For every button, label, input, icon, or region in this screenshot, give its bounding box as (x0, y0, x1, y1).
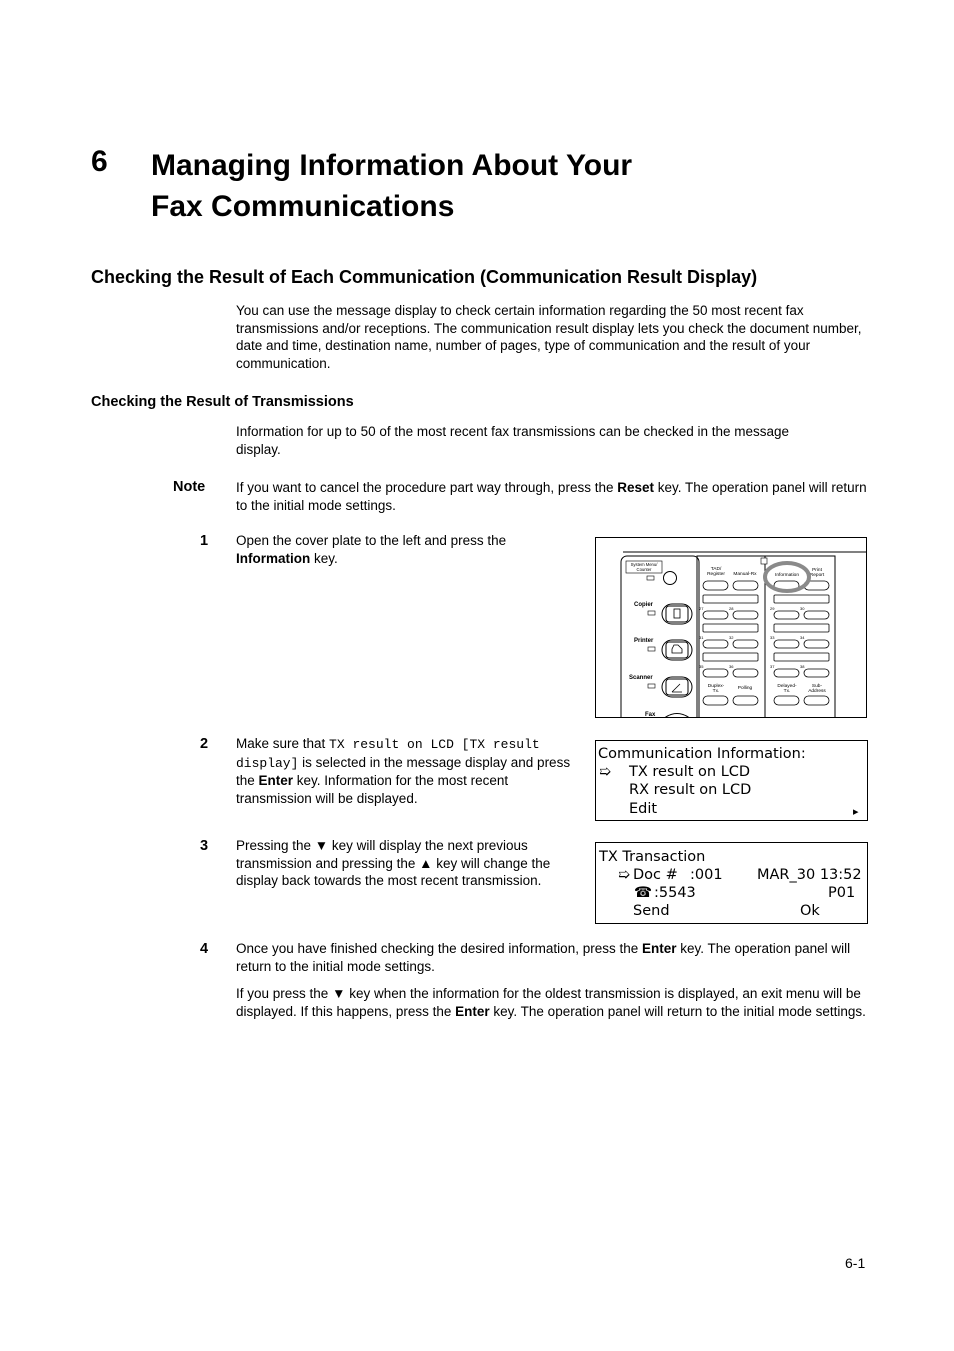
note-text-b: key. The operation panel will return to the initial mode settings. (236, 480, 867, 513)
step-4-text (236, 940, 868, 975)
step-4-text-a: Once you have finished checking the desired information, press the (236, 941, 642, 956)
step-2-code: TX result on LCD [TX result display] (236, 737, 540, 771)
lcd-result: Ok (800, 903, 820, 919)
step-1-text (236, 532, 566, 567)
step-3-number: 3 (200, 838, 209, 854)
step-4-text-b: key. The operation panel will return to the initial mode settings. (236, 941, 851, 974)
lcd-communication-menu (595, 740, 868, 821)
selection-arrow-icon: ➯ (599, 764, 612, 780)
panel-label-printer: Printer (634, 638, 654, 644)
step-2-key: Enter (258, 773, 294, 788)
panel-label-counter: Counter (636, 567, 652, 572)
one-touch-label: 35 (699, 664, 704, 669)
panel-label-fax: Fax (645, 712, 656, 718)
panel-label-address: Address (808, 689, 826, 694)
panel-label-report: Report (809, 573, 825, 578)
step-3-text-c: key will change the display back towards the most recent transmission. (236, 855, 551, 888)
note-label: Note (173, 479, 206, 495)
lcd-datetime: MAR_30 13:52 (757, 867, 862, 883)
step-2-number: 2 (200, 736, 209, 752)
section-intro: You can use the message display to check certain information regarding the 50 most recent fax transmissions and/or receptions. The communication result display lets you check the document number, date and time, destination name, number of pages, type of communication and the result of your communication. (236, 303, 862, 371)
chapter-title-line1: Managing Information About Your (151, 149, 633, 182)
lcd-doc-label: Doc # (633, 867, 678, 883)
step-4-extra (236, 985, 868, 1020)
note-text (236, 479, 868, 514)
panel-label-manual-rx: Manual-Rx (733, 572, 757, 577)
note-text-a: If you want to cancel the procedure part way through, press the (236, 480, 618, 495)
step-4-extra-key: Enter (455, 1003, 490, 1019)
step-3-text (236, 837, 581, 890)
one-touch-label: 33 (770, 635, 775, 640)
panel-label-information: Information (775, 573, 799, 578)
panel-label-duplex: Duplex- (707, 684, 725, 689)
one-touch-label: 38 (800, 664, 805, 669)
lcd-pages: P01 (828, 885, 856, 901)
step-4-number: 4 (200, 941, 209, 957)
step-2-text-b: is selected in the message display and press the (236, 754, 571, 788)
down-arrow-key-icon: ▼ (314, 838, 329, 853)
step-1-number: 1 (200, 533, 209, 549)
lcd-menu-item-rx: RX result on LCD (629, 782, 752, 798)
one-touch-label: 28 (729, 606, 734, 611)
down-arrow-key-icon: ▼ (332, 986, 346, 1001)
panel-label-register: Register (707, 572, 725, 577)
lcd-menu-item-tx: TX result on LCD (629, 764, 751, 780)
chapter-title (151, 145, 791, 227)
lcd-type: Send (633, 903, 670, 919)
operation-panel-drawing (596, 538, 867, 718)
one-touch-label: 29 (770, 606, 775, 611)
phone-icon: ☎ (634, 885, 653, 901)
step-1-key: Information (236, 550, 311, 566)
lcd-tx-title: TX Transaction (599, 849, 706, 865)
section-heading: Checking the Result of Each Communication (Communication Result Display) (91, 267, 758, 287)
step-4-extra-c: key. The operation panel will return to the initial mode settings. (489, 1003, 866, 1019)
step-3-text-a: Pressing the (236, 838, 315, 853)
panel-label-polling: Polling (737, 686, 753, 691)
lcd-menu-item-edit: Edit (629, 801, 658, 817)
one-touch-label: 36 (729, 664, 734, 669)
panel-label-tx: Tx. (712, 689, 720, 694)
step-2-text (236, 735, 581, 807)
step-4-extra-b: key when the information for the oldest transmission is displayed, an exit menu will be displayed. If this happens, press the (236, 986, 861, 1019)
panel-label-scanner: Scanner (629, 675, 653, 681)
panel-label-delayed: Delayed- (777, 684, 797, 689)
lcd-tx-transaction (595, 842, 868, 924)
step-1-text-b: key. (310, 550, 338, 566)
panel-label-system-menu: System Menu/ (630, 562, 658, 567)
one-touch-label: 32 (729, 635, 734, 640)
one-touch-label: 37 (770, 664, 775, 669)
step-2-text-a: Make sure that (236, 736, 330, 751)
step-4-key: Enter (641, 941, 677, 956)
note-key: Reset (617, 480, 654, 495)
lcd-destination: :5543 (654, 885, 696, 901)
up-arrow-key-icon: ▲ (419, 855, 433, 871)
page-number: 6-1 (845, 1255, 866, 1271)
lcd-doc-value: :001 (690, 867, 723, 883)
step-3-text-b: key will display the next previous transmission and pressing the (236, 838, 528, 871)
one-touch-label: 34 (800, 635, 805, 640)
lcd-menu-title: Communication Information: (598, 746, 806, 762)
scroll-right-icon: ▸ (853, 805, 859, 818)
chapter-number: 6 (91, 145, 108, 178)
operation-panel-figure (595, 537, 867, 718)
panel-label-delayed-tx: Tx. (783, 689, 791, 694)
chapter-title-line2: Fax Communications (151, 190, 455, 223)
panel-label-print: Print (812, 568, 822, 573)
one-touch-rows (699, 606, 829, 677)
selection-arrow-icon: ➯ (618, 867, 631, 883)
one-touch-label: 31 (699, 635, 704, 640)
panel-label-sub: Sub- (811, 684, 823, 689)
step-1-text-a: Open the cover plate to the left and press the (236, 533, 507, 548)
one-touch-label: 30 (800, 606, 805, 611)
subsection-heading: Checking the Result of Transmissions (91, 394, 354, 410)
panel-label-tad: TAD/ (710, 567, 722, 572)
step-2-text-c: key. Information for the most recent transmission will be displayed. (236, 773, 509, 806)
one-touch-label: 27 (699, 606, 704, 611)
step-4-extra-a: If you press the (236, 986, 333, 1001)
subsection-intro: Information for up to 50 of the most recent fax transmissions can be checked in the message display. (236, 424, 790, 457)
panel-label-copier: Copier (634, 602, 654, 608)
